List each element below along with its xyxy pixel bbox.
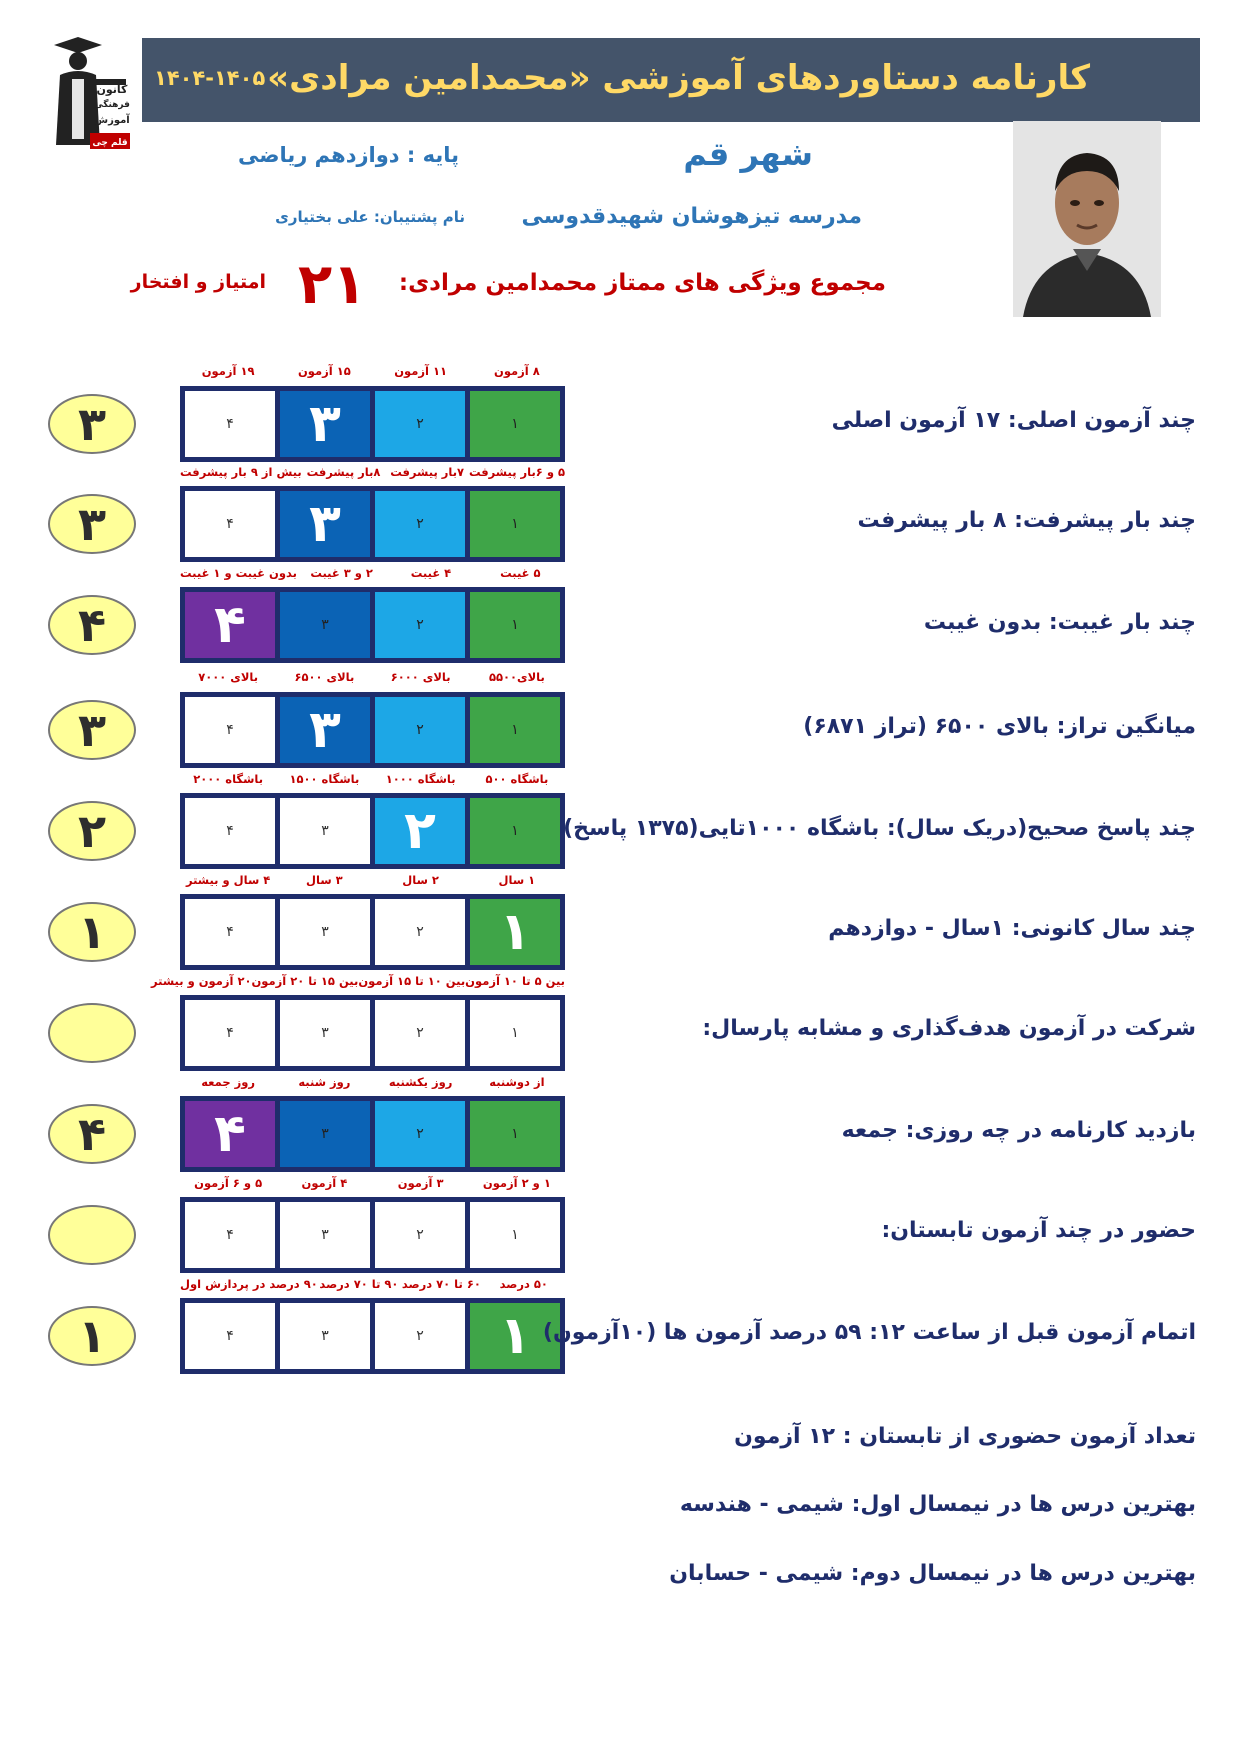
- level-label: ۵۰ درصد: [499, 1277, 548, 1291]
- level-cell: ۴: [185, 697, 275, 763]
- level-cell: ۱: [470, 592, 560, 658]
- level-grid: [180, 793, 565, 869]
- criterion-text: چند بار غیبت: بدون غیبت: [923, 610, 1196, 635]
- row-level-labels: [180, 670, 565, 688]
- level-label: باشگاه ۱۰۰۰: [385, 772, 456, 786]
- student-photo: [1013, 121, 1161, 317]
- level-cell: ۲: [375, 697, 465, 763]
- row-level-labels: [180, 566, 565, 584]
- total-score: ۲۱: [298, 252, 367, 317]
- level-grid: [180, 486, 565, 562]
- level-label: روز یکشنبه: [388, 1075, 453, 1089]
- row-score-circle: ۱: [48, 1306, 136, 1366]
- level-label: ۱ سال: [498, 873, 536, 887]
- level-label: باشگاه ۱۵۰۰: [289, 772, 360, 786]
- level-cell: ۳: [280, 1000, 370, 1066]
- logo-line-4: قلم چی: [92, 138, 128, 148]
- level-label: بین ۱۵ تا ۲۰ آزمون: [251, 974, 359, 988]
- level-cell: ۱: [470, 1202, 560, 1268]
- row-score-circle: ۴: [48, 1104, 136, 1164]
- school-label: مدرسه تیزهوشان شهیدقدوسی: [521, 204, 862, 229]
- level-label: ۱۹ آزمون: [201, 364, 255, 378]
- row-level-labels: [180, 873, 565, 891]
- logo-line-1: کانون: [96, 83, 128, 96]
- level-cell: ۱: [470, 1000, 560, 1066]
- level-label: ۵ و ۶ آزمون: [194, 1176, 263, 1190]
- logo-line-2: فرهنگی: [94, 100, 130, 110]
- row-score-circle: [48, 1003, 136, 1063]
- level-cell: ۲: [375, 491, 465, 557]
- level-label: ۱ و ۲ آزمون: [482, 1176, 551, 1190]
- level-label: ۸بار پیشرفت: [306, 465, 381, 479]
- row-score-circle: ۴: [48, 595, 136, 655]
- level-label: ۴ غیبت: [410, 566, 452, 580]
- level-cell: ۲: [375, 1303, 465, 1369]
- level-cell: ۴: [185, 592, 275, 658]
- score-suffix: امتیاز و افتخار: [130, 271, 266, 293]
- row-level-labels: [180, 772, 565, 790]
- level-cell: ۳: [280, 899, 370, 965]
- level-grid: [180, 386, 565, 462]
- level-cell: ۴: [185, 391, 275, 457]
- level-label: بین ۵ تا ۱۰ آزمون: [465, 974, 565, 988]
- level-label: روز شنبه: [298, 1075, 351, 1089]
- level-grid: [180, 1298, 565, 1374]
- criterion-text: میانگین تراز: بالای ۶۵۰۰ (تراز ۶۸۷۱): [803, 714, 1196, 739]
- level-cell: ۳: [280, 1101, 370, 1167]
- level-grid: [180, 894, 565, 970]
- level-cell: ۲: [375, 899, 465, 965]
- row-level-labels: [151, 974, 565, 992]
- row-level-labels: [180, 1277, 565, 1295]
- criterion-text: چند سال کانونی: ۱سال - دوازدهم: [828, 916, 1196, 941]
- level-cell: ۳: [280, 1303, 370, 1369]
- extra-line: تعداد آزمون حضوری از تابستان : ۱۲ آزمون: [734, 1424, 1196, 1449]
- level-label: ۱۵ آزمون: [297, 364, 351, 378]
- row-level-labels: [180, 364, 565, 382]
- level-label: ۸ آزمون: [494, 364, 540, 378]
- row-score-circle: ۳: [48, 494, 136, 554]
- level-cell: ۱: [470, 899, 560, 965]
- level-label: بیش از ۹ بار پیشرفت: [180, 465, 302, 479]
- level-label: ۶۰ تا ۷۰ درصد: [401, 1277, 481, 1291]
- level-grid: [180, 587, 565, 663]
- level-label: از دوشنبه: [489, 1075, 545, 1089]
- criterion-text: بازدید کارنامه در چه روزی: جمعه: [841, 1118, 1196, 1143]
- level-label: ۵ و ۶بار پیشرفت: [468, 465, 565, 479]
- level-cell: ۴: [185, 1000, 275, 1066]
- level-cell: ۱: [470, 491, 560, 557]
- level-label: ۷بار پیشرفت: [390, 465, 465, 479]
- level-label: ۴ آزمون: [301, 1176, 348, 1190]
- level-cell: ۱: [470, 1303, 560, 1369]
- level-label: بالای ۷۰۰۰: [198, 670, 259, 684]
- extra-line: بهترین درس ها در نیمسال دوم: شیمی - حسابان: [669, 1561, 1196, 1586]
- row-score-circle: ۱: [48, 902, 136, 962]
- page-title: کارنامه دستاوردهای آموزشی «محمدامین مرادی»: [267, 58, 1090, 98]
- level-label: ۹۰ درصد در پردازش اول: [180, 1277, 318, 1291]
- criterion-text: شرکت در آزمون هدف‌گذاری و مشابه پارسال:: [702, 1016, 1196, 1041]
- level-label: بالای۵۵۰۰: [488, 670, 545, 684]
- kanoon-logo: [44, 35, 134, 153]
- level-grid: [180, 1197, 565, 1273]
- row-score-circle: [48, 1205, 136, 1265]
- city-label: شهر قم: [683, 135, 813, 173]
- row-score-circle: ۳: [48, 700, 136, 760]
- level-label: ۹۰ تا ۷۰ درصد: [319, 1277, 399, 1291]
- level-label: ۱۱ آزمون: [394, 364, 447, 378]
- grade-label: پایه : دوازدهم ریاضی: [237, 143, 459, 167]
- row-level-labels: [180, 1075, 565, 1093]
- level-label: ۳ آزمون: [397, 1176, 444, 1190]
- criterion-text: چند آزمون اصلی: ۱۷ آزمون اصلی: [831, 408, 1196, 433]
- level-cell: ۴: [185, 491, 275, 557]
- criterion-text: اتمام آزمون قبل از ساعت ۱۲: ۵۹ درصد آزمون ها (۱۰آزمون): [542, 1320, 1196, 1345]
- level-label: ۲۰ آزمون و بیشتر: [151, 974, 252, 988]
- level-cell: ۳: [280, 798, 370, 864]
- level-cell: ۴: [185, 798, 275, 864]
- level-grid: [180, 995, 565, 1071]
- level-label: روز جمعه: [201, 1075, 256, 1089]
- level-label: بدون غیبت و ۱ غیبت: [180, 566, 297, 580]
- level-cell: ۲: [375, 592, 465, 658]
- level-cell: ۲: [375, 1202, 465, 1268]
- level-cell: ۲: [375, 798, 465, 864]
- logo-line-3: آموزش: [94, 115, 130, 126]
- level-label: بالای ۶۰۰۰: [390, 670, 451, 684]
- summary-label: مجموع ویژگی های ممتاز محمدامین مرادی:: [398, 270, 886, 296]
- level-cell: ۳: [280, 697, 370, 763]
- row-level-labels: [180, 1176, 565, 1194]
- level-cell: ۴: [185, 899, 275, 965]
- level-label: باشگاه ۲۰۰۰: [193, 772, 264, 786]
- level-cell: ۲: [375, 1000, 465, 1066]
- level-label: ۲ سال: [402, 873, 439, 887]
- level-cell: ۳: [280, 1202, 370, 1268]
- level-label: ۲ و ۳ غیبت: [310, 566, 373, 580]
- supporter-label: نام پشتیبان: علی بختیاری: [275, 208, 465, 226]
- level-label: ۳ سال: [306, 873, 343, 887]
- level-label: بالای ۶۵۰۰: [294, 670, 355, 684]
- level-cell: ۳: [280, 491, 370, 557]
- criterion-text: چند پاسخ صحیح(دریک سال): باشگاه ۱۰۰۰تایی(۱۳۷۵ پاسخ): [563, 816, 1196, 841]
- level-grid: [180, 1096, 565, 1172]
- criterion-text: چند بار پیشرفت: ۸ بار پیشرفت: [857, 508, 1196, 533]
- academic-years: ۱۴۰۴-۱۴۰۵: [154, 66, 266, 90]
- level-cell: ۱: [470, 391, 560, 457]
- level-cell: ۱: [470, 798, 560, 864]
- level-label: بین ۱۰ تا ۱۵ آزمون: [358, 974, 466, 988]
- level-cell: ۴: [185, 1303, 275, 1369]
- level-cell: ۱: [470, 697, 560, 763]
- level-cell: ۳: [280, 391, 370, 457]
- row-score-circle: ۲: [48, 801, 136, 861]
- extra-line: بهترین درس ها در نیمسال اول: شیمی - هندسه: [679, 1492, 1196, 1517]
- level-cell: ۳: [280, 592, 370, 658]
- level-cell: ۲: [375, 1101, 465, 1167]
- level-label: باشگاه ۵۰۰: [485, 772, 549, 786]
- level-label: ۵ غیبت: [500, 566, 541, 580]
- level-cell: ۴: [185, 1101, 275, 1167]
- level-grid: [180, 692, 565, 768]
- row-level-labels: [180, 465, 565, 483]
- criterion-text: حضور در چند آزمون تابستان:: [881, 1218, 1196, 1243]
- row-score-circle: ۳: [48, 394, 136, 454]
- level-label: ۴ سال و بیشتر: [185, 873, 271, 887]
- level-cell: ۱: [470, 1101, 560, 1167]
- level-cell: ۲: [375, 391, 465, 457]
- level-cell: ۴: [185, 1202, 275, 1268]
